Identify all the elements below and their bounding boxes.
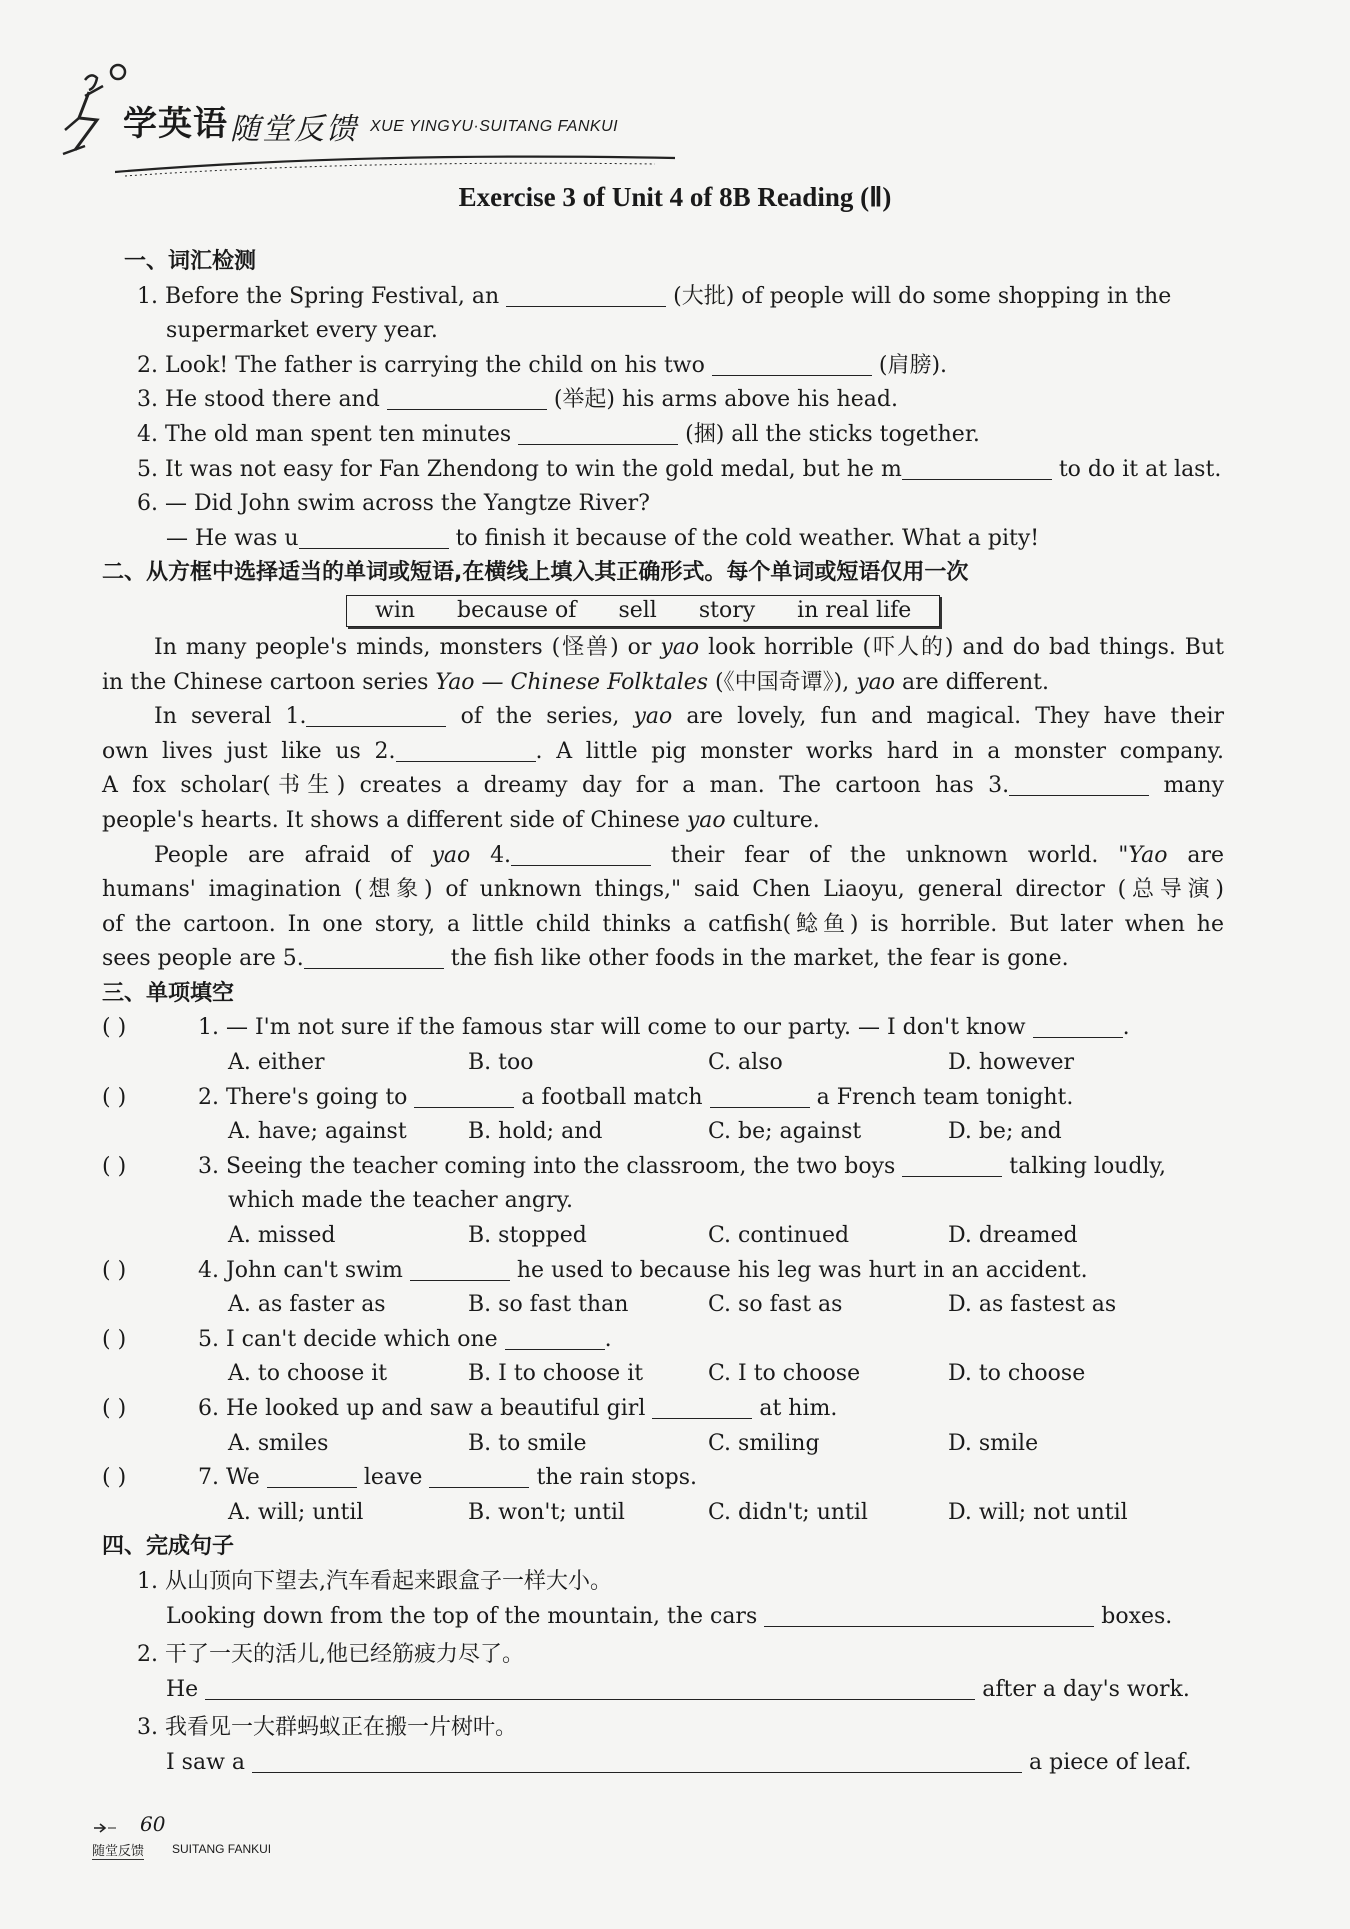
header [55,58,675,168]
mcq-option[interactable]: B. stopped [468,1223,587,1249]
section-1-heading: 一、词汇检测 [124,249,257,274]
answer-parentheses[interactable]: ( ) [102,1326,127,1352]
question-blank[interactable] [710,1085,810,1108]
word-bank-item: win [375,597,416,623]
mcq-option[interactable]: D. as fastest as [948,1292,1117,1318]
answer-blank[interactable] [902,457,1052,480]
header-title: 学英语 [123,104,228,144]
mcq-option[interactable]: B. hold; and [468,1119,603,1145]
translate-1-cn: 1. 从山顶向下望去,汽车看起来跟盒子一样大小。 [137,1568,612,1594]
mcq-option[interactable]: C. be; against [708,1119,862,1145]
mcq-question [102,1011,1224,1046]
answer-parentheses[interactable]: ( ) [102,1465,127,1491]
mcq-options [102,1046,1224,1081]
section-2-heading: 二、从方框中选择适当的单词或短语,在横线上填入其正确形式。每个单词或短语仅用一次 [102,560,969,586]
mcq-option[interactable]: B. so fast than [468,1292,629,1318]
word-box [124,591,1224,631]
question-blank[interactable] [267,1465,357,1488]
passage-line: A fox scholar(书生) creates a dreamy day for a man. The cartoon has 3. many [102,773,1225,799]
mcq-option[interactable]: D. to choose [948,1361,1086,1387]
question-text: 1. — I'm not sure if the famous star will come to our party. — I don't know [198,1015,1026,1041]
answer-parentheses[interactable]: ( ) [102,1084,127,1110]
passage-line: In several 1. of the series, yao are lovely, fun and magical. They have their [154,704,1225,730]
answer-blank[interactable] [506,284,666,307]
mcq-option[interactable]: D. be; and [948,1119,1062,1145]
answer-parentheses[interactable]: ( ) [102,1153,127,1179]
translate-2-cn: 2. 干了一天的活儿,他已经筋疲力尽了。 [137,1642,524,1668]
translate-2: He after a day's work. [166,1676,1190,1702]
mcq-option[interactable]: C. I to choose [708,1361,861,1387]
mcq-option[interactable]: A. missed [228,1223,336,1249]
section-4-heading: 四、完成句子 [102,1534,235,1560]
answer-blank[interactable] [518,422,678,445]
question-text: leave [363,1465,423,1491]
question-text: 6. He looked up and saw a beautiful girl [198,1396,646,1421]
passage [102,631,1224,977]
mcq-option[interactable]: D. however [948,1050,1075,1076]
vocab-q2: 2. Look! The father is carrying the child on his two (肩膀). [137,352,948,378]
passage-line: own lives just like us 2. . A little pig monster works hard in a monster company. [102,738,1224,764]
question-text: the rain stops. [536,1465,698,1491]
translate-3: I saw a a piece of leaf. [166,1749,1192,1775]
mcq-options [102,1427,1224,1462]
question-blank[interactable] [902,1154,1002,1177]
mcq-option[interactable]: C. smiling [708,1430,820,1456]
mcq-option[interactable]: C. didn't; until [708,1499,868,1525]
answer-blank[interactable] [712,353,872,376]
header-swoosh-line [115,150,675,180]
mcq-option[interactable]: C. continued [708,1223,850,1249]
question-blank[interactable] [410,1258,510,1281]
word-bank-item: in real life [797,597,912,623]
mcq-option[interactable]: D. smile [948,1430,1039,1456]
vocab-q5: 5. It was not easy for Fan Zhendong to win the gold medal, but he m to do it at last. [137,456,1222,482]
mcq-option[interactable]: A. smiles [228,1430,329,1456]
arrow-icon [92,1822,132,1834]
mcq-option[interactable]: B. I to choose it [468,1361,644,1387]
blank-4[interactable] [511,843,651,866]
word-bank-item: because of [457,597,577,623]
question-blank[interactable] [505,1327,605,1350]
blank-2[interactable] [396,739,536,762]
mcq-question [102,1392,1224,1427]
answer-blank[interactable] [387,387,547,410]
vocab-q6: 6. — Did John swim across the Yangtze River? [137,491,650,517]
answer-parentheses[interactable]: ( ) [102,1257,127,1283]
vocab-q6-answer: — He was u to finish it because of the cold weather. What a pity! [166,525,1040,551]
multiple-choice-list [102,1011,1224,1530]
question-text: a football match [521,1084,703,1110]
question-text-cont: which made the teacher angry. [228,1188,573,1214]
passage-line: of the cartoon. In one story, a little child thinks a catfish(鲶鱼) is horrible. But later when he [102,911,1224,937]
passage-line: sees people are 5. the fish like other foods in the market, the fear is gone. [102,946,1069,972]
mcq-question [102,1254,1224,1289]
mcq-option[interactable]: A. will; until [228,1499,364,1525]
answer-line[interactable] [205,1677,975,1700]
mcq-option[interactable]: A. as faster as [228,1292,386,1318]
question-text: . [1122,1015,1130,1041]
question-text: 4. John can't swim [198,1257,403,1283]
vocab-q4: 4. The old man spent ten minutes (捆) all the sticks together. [137,421,980,447]
mcq-option[interactable]: D. dreamed [948,1223,1078,1249]
answer-blank[interactable] [299,526,449,549]
question-blank[interactable] [414,1085,514,1108]
word-bank-item: sell [618,597,657,623]
mcq-option[interactable]: A. either [228,1050,325,1076]
mcq-question [102,1461,1224,1496]
translate-3-cn: 3. 我看见一大群蚂蚁正在搬一片树叶。 [137,1715,517,1741]
vocab-q1: 1. Before the Spring Festival, an (大批) of people will do some shopping in the [137,283,1172,309]
answer-line[interactable] [764,1604,1094,1627]
answer-parentheses[interactable]: ( ) [102,1396,127,1421]
vocab-q3: 3. He stood there and (举起) his arms above his head. [137,387,898,413]
vocab-q1-cont: supermarket every year. [166,318,438,344]
mcq-options [102,1115,1224,1150]
exercise-title: Exercise 3 of Unit 4 of 8B Reading (Ⅱ) [458,182,892,212]
mcq-option[interactable]: B. to smile [468,1430,587,1456]
translate-1: Looking down from the top of the mountain, the cars boxes. [166,1603,1173,1629]
mcq-options [102,1219,1224,1254]
passage-line: People are afraid of yao 4. their fear of the unknown world. "Yao are [154,842,1224,868]
mcq-option[interactable]: B. too [468,1050,534,1076]
mcq-option[interactable]: C. also [708,1050,783,1076]
mcq-options [102,1496,1224,1531]
section-3-heading: 三、单项填空 [102,980,235,1006]
question-blank[interactable] [652,1396,752,1419]
mcq-option[interactable]: D. will; not until [948,1499,1128,1525]
blank-1[interactable] [306,704,446,727]
question-text: at him. [759,1396,838,1421]
passage-line: in the Chinese cartoon series Yao — Chinese Folktales (《中国奇谭》), yao are different. [102,669,1049,695]
worksheet-content [102,245,1225,1781]
answer-parentheses[interactable]: ( ) [102,1015,127,1041]
question-text: 7. We [198,1465,260,1491]
mcq-options [102,1357,1224,1392]
question-blank[interactable] [429,1465,529,1488]
mcq-question [102,1323,1224,1358]
passage-line: humans' imagination (想象) of unknown things," said Chen Liaoyu, general director (总导演) [102,877,1224,903]
question-text: . [604,1326,612,1352]
word-bank-item: story [698,597,756,623]
passage-line: people's hearts. It shows a different side of Chinese yao culture. [102,807,820,833]
footer-label-cn: 随堂反馈 [92,1840,144,1860]
blank-5[interactable] [304,946,444,969]
mcq-option[interactable]: A. to choose it [228,1361,388,1387]
mcq-question [102,1081,1224,1116]
question-text: he used to because his leg was hurt in an accident. [516,1257,1088,1283]
header-subtitle: 随堂反馈 [230,112,358,147]
mcq-option[interactable]: B. won't; until [468,1499,625,1525]
mcq-options [102,1288,1224,1323]
page-number: 60 [140,1812,166,1836]
footer-label-en: SUITANG FANKUI [172,1842,272,1856]
question-text: 5. I can't decide which one [198,1326,498,1352]
header-pinyin: XUE YINGYU·SUITANG FANKUI [370,118,619,135]
word-bank [346,595,940,627]
question-text: talking loudly, [1009,1153,1166,1179]
passage-line: In many people's minds, monsters (怪兽) or yao look horrible (吓人的) and do bad things. But [154,634,1224,660]
blank-3[interactable] [1009,773,1149,796]
mcq-option[interactable]: C. so fast as [708,1292,843,1318]
question-text: 3. Seeing the teacher coming into the classroom, the two boys [198,1153,896,1179]
mcq-question [102,1150,1224,1185]
question-text: a French team tonight. [816,1084,1074,1110]
question-blank[interactable] [1033,1015,1123,1038]
question-text: 2. There's going to [198,1084,408,1110]
answer-line[interactable] [252,1750,1022,1773]
mcq-option[interactable]: A. have; against [228,1119,407,1145]
